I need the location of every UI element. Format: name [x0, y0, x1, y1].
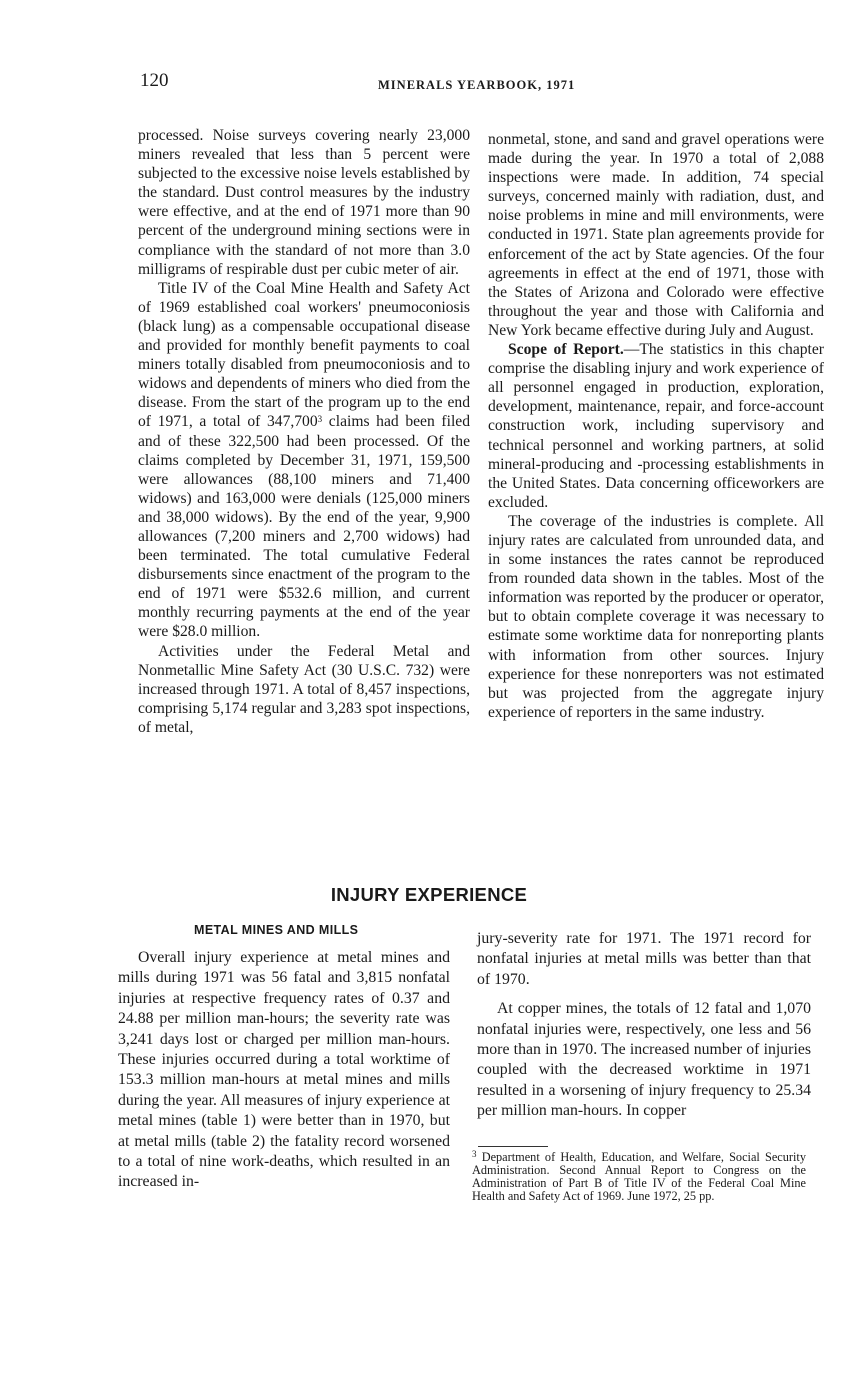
footnote-marker: 3 — [472, 1149, 477, 1159]
paragraph-title-iv-part-b: claims had been filed and of these 322,500 had been processed. Of the claims completed by December 31, 1971, 159,500 were allowances (88,100 miners and 71,400 widows) and 163,000 were denials (125,000 miners and 38,000 widows). By the end of the year, 9,900 allowances (7,200 miners and 2,700 widows) had been terminated. The total cumulative Federal disbursements since enactment of the program to the end of 1971 were $532.6 million, and current monthly recurring payments at the end of the year were $28.0 million. — [138, 413, 471, 641]
paragraph-title-iv — [138, 279, 470, 642]
paragraph-overall-injury: Overall injury experience at metal mines and mills during 1971 was 56 fatal and 3,815 nonfatal injuries at respective frequency rates of 0.37 and 24.88 per million man-hours; the severity rate was 3,241 days lost or charged per million man-hours. These injuries occurred during a total worktime of 153.3 million man-hours at metal mines and mills during the year. All measures of injury experience at metal mines (table 1) were better than in 1970, but at metal mills (table 2) the fatality record worsened to a total of nine work-deaths, which resulted in an increased in- — [118, 949, 450, 1191]
paragraph-coverage: The coverage of the industries is complete. All injury rates are calculated from unrounded data, and in some instances the rates cannot be reproduced from rounded data shown in the tables. Most of the information was reported by the producer or operator, but to obtain complete coverage it was necessary to estimate some worktime data for nonreporting plants with information from other sources. Injury experience for these nonreporters was not estimated but was projected from the aggregate injury experience of reporters in the same industry. — [488, 512, 824, 721]
paragraph-injury-severity: jury-severity rate for 1971. The 1971 record for nonfatal injuries at metal mills was better than that of 1970. — [477, 930, 811, 988]
footnote — [472, 1151, 806, 1203]
footnote-divider — [478, 1146, 548, 1147]
page-header — [0, 68, 858, 98]
paragraph-noise-dust: processed. Noise surveys covering nearly 23,000 miners revealed that less than 5 percent were subjected to the excessive noise levels established by the standard. Dust control measures by the industry were effective, and at the end of 1971 more than 90 percent of the underground mining sections were in compliance with the standard of not more than 3.0 milligrams of respirable dust per cubic meter of air. — [138, 127, 470, 278]
paragraph-metal-nonmetallic-act: Activities under the Federal Metal and Nonmetallic Mine Safety Act (30 U.S.C. 732) were increased through 1971. A total of 8,457 inspections, comprising 5,174 regular and 3,283 spot inspections, of metal, — [138, 642, 470, 736]
scope-of-report-body: —The statistics in this chapter comprise the disabling injury and work experience of all personnel engaged in production, exploration, development, maintenance, repair, and force-account construction work, including supervisory and technical personnel and working partners, at solid mineral-producing and -processing establishments in the United States. Data concerning officeworkers are excluded. — [488, 341, 825, 511]
page-number: 120 — [140, 70, 169, 91]
section-title: INJURY EXPERIENCE — [330, 884, 528, 905]
running-title: MINERALS YEARBOOK, 1971 — [378, 78, 576, 92]
bottom-right-column — [477, 929, 811, 1122]
top-right-column — [488, 130, 824, 722]
paragraph-gap — [477, 990, 811, 999]
paragraph-title-iv-part-a: Title IV of the Coal Mine Health and Safety Act of 1969 established coal workers' pneumoconiosis (black lung) as a compensable occupational disease and provided for monthly benefit payments to coal miners totally disabled from pneumoconiosis and to widows and dependents of miners who died from the disease. From the start of the program up to the end of 1971, a total of 347,700 — [138, 279, 470, 431]
paragraph-copper-mines: At copper mines, the totals of 12 fatal and 1,070 nonfatal injuries were, respectively, one less and 56 more than in 1970. The increased number of injuries coupled with the decreased worktime in 1971 resulted in a worsening of injury frequency to 25.34 per million man-hours. In copper — [477, 1000, 811, 1120]
footnote-reference: 3 — [317, 414, 323, 425]
paragraph-inspections: nonmetal, stone, and sand and gravel operations were made during the year. In 1970 a total of 2,088 inspections were made. In addition, 74 special surveys, concerned mainly with radiation, dust, and noise problems in mine and mill environments, were conducted in 1971. State plan agreements provide for enforcement of the act by State agencies. Of the four agreements in effect at the end of 1971, those with the States of Arizona and Colorado were effective throughout the year and those with California and New York became effective during July and August. — [488, 131, 824, 339]
bottom-left-column — [118, 948, 450, 1193]
paragraph-scope-of-report — [488, 340, 824, 512]
footnote-text: Department of Health, Education, and Welfare, Social Security Administration. Second Annual Report to Congress on the Administration of Part B of Title IV of the Federal Coal Mine Health and Safety Act of 1969. June 1972, 25 pp. — [472, 1150, 806, 1203]
subsection-title: METAL MINES AND MILLS — [194, 923, 359, 937]
top-left-column — [138, 126, 470, 737]
scope-of-report-heading: Scope of Report. — [508, 341, 624, 359]
